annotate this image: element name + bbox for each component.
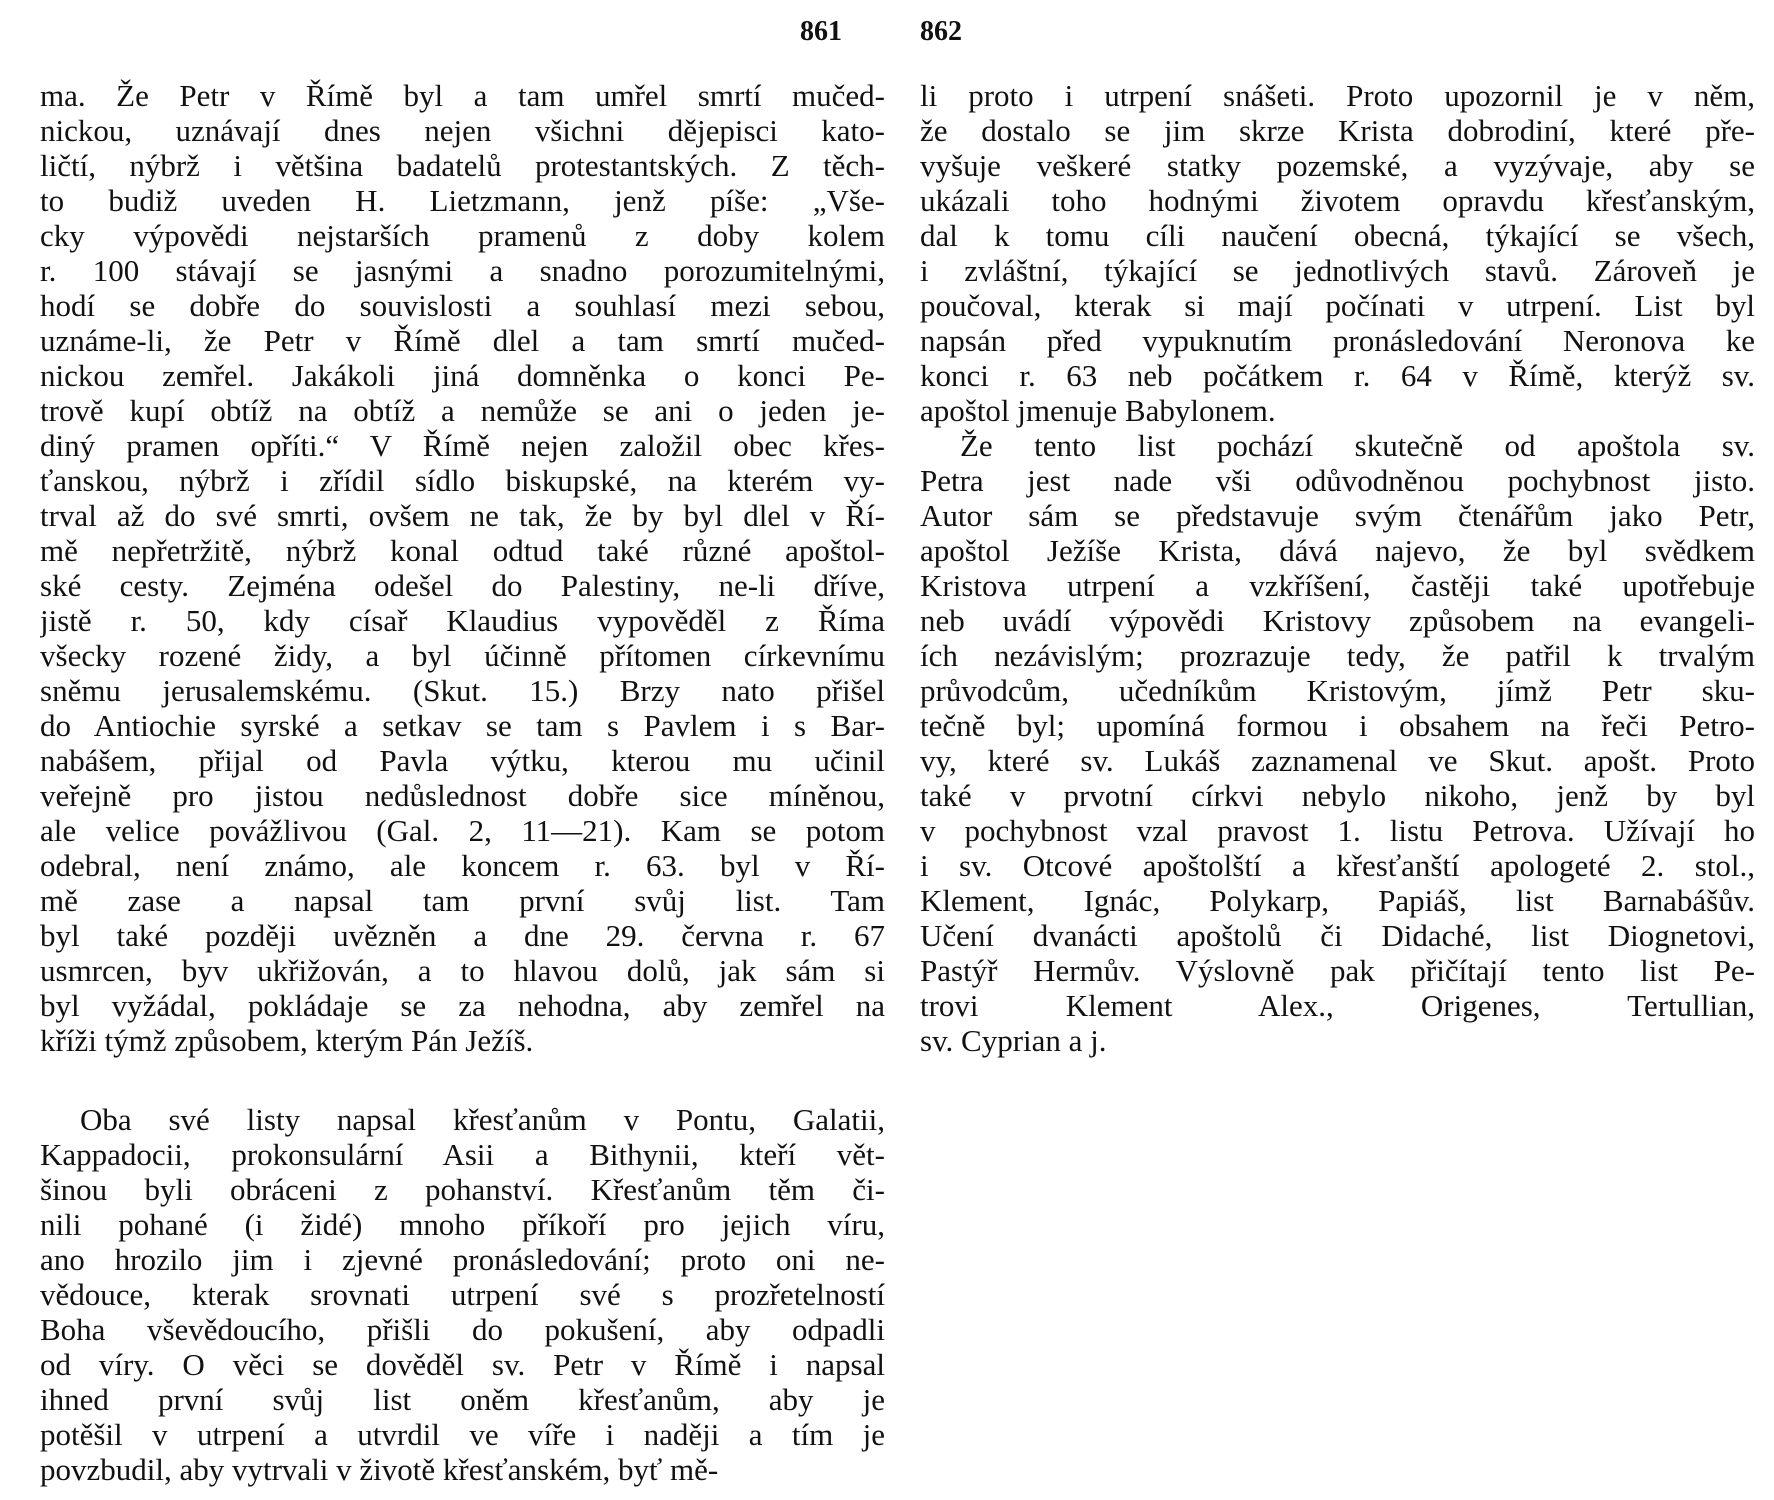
text-line: i zvláštní, týkající se jednotlivých stavů. Zároveň je <box>920 253 1755 288</box>
text-line: v pochybnost vzal pravost 1. listu Petrova. Užívají ho <box>920 813 1755 848</box>
text-line: cky výpovědi nejstarších pramenů z doby kolem <box>40 218 885 253</box>
text-line: všecky rozené židy, a byl účinně přítomen církevnímu <box>40 638 885 673</box>
text-line: usmrcen, byv ukřižován, a to hlavou dolů, jak sám si <box>40 953 885 988</box>
text-line: šinou byli obráceni z pohanství. Křesťanům těm či- <box>40 1172 885 1207</box>
text-line: ích nezávislým; prozrazuje tedy, že patřil k trvalým <box>920 638 1755 673</box>
text-line: Autor sám se představuje svým čtenářům jako Petr, <box>920 498 1755 533</box>
text-line: trval až do své smrti, ovšem ne tak, že by byl dlel v Ří- <box>40 498 885 533</box>
text-line: r. 100 stávají se jasnými a snadno porozumitelnými, <box>40 253 885 288</box>
text-line: apoštol jmenuje Babylonem. <box>920 393 1276 428</box>
paragraph-gap <box>40 1058 885 1102</box>
text-line: ihned první svůj list oněm křesťanům, aby je <box>40 1382 885 1417</box>
text-line: Učení dvanácti apoštolů či Didaché, list Diognetovi, <box>920 918 1755 953</box>
text-line: napsán před vypuknutím pronásledování Neronova ke <box>920 323 1755 358</box>
text-line: ličtí, nýbrž i většina badatelů protestantských. Z těch- <box>40 148 885 183</box>
text-line: průvodcům, učedníkům Kristovým, jímž Petr sku- <box>920 673 1755 708</box>
text-line: Že tento list pochází skutečně od apoštola sv. <box>960 428 1755 463</box>
text-line: Kappadocii, prokonsulární Asii a Bithynii, kteří vět- <box>40 1137 885 1172</box>
text-line: dal k tomu cíli naučení obecná, týkající se všech, <box>920 218 1755 253</box>
text-line: diný pramen opříti.“ V Římě nejen založil obec křes- <box>40 428 885 463</box>
text-line: ťanskou, nýbrž i zřídil sídlo biskupské, na kterém vy- <box>40 463 885 498</box>
text-line: konci r. 63 neb počátkem r. 64 v Římě, kterýž sv. <box>920 358 1755 393</box>
paragraph-right-2 <box>920 428 1755 1058</box>
text-line: Oba své listy napsal křesťanům v Pontu, Galatii, <box>80 1102 885 1137</box>
text-line: vědouce, kterak srovnati utrpení své s prozřetelností <box>40 1277 885 1312</box>
text-line: potěšil v utrpení a utvrdil ve víře i naději a tím je <box>40 1417 885 1452</box>
text-line: ano hrozilo jim i zjevné pronásledování; proto oni ne- <box>40 1242 885 1277</box>
left-text-column <box>40 78 885 1487</box>
text-line: byl také později uvězněn a dne 29. června r. 67 <box>40 918 885 953</box>
text-line: mě nepřetržitě, nýbrž konal odtud také různé apoštol- <box>40 533 885 568</box>
text-line: od víry. O věci se dověděl sv. Petr v Římě i napsal <box>40 1347 885 1382</box>
text-line: vyšuje veškeré statky pozemské, a vyzývaje, aby se <box>920 148 1755 183</box>
text-line: Pastýř Hermův. Výslovně pak přičítají tento list Pe- <box>920 953 1755 988</box>
right-text-column <box>920 78 1755 1058</box>
text-line: jistě r. 50, kdy císař Klaudius vypověděl z Říma <box>40 603 885 638</box>
text-line: tečně byl; upomíná formou i obsahem na řeči Petro- <box>920 708 1755 743</box>
text-line: li proto i utrpení snášeti. Proto upozornil je v něm, <box>920 78 1755 113</box>
text-line: ukázali toho hodnými životem opravdu křesťanským, <box>920 183 1755 218</box>
text-line: trově kupí obtíž na obtíž a nemůže se ani o jeden je- <box>40 393 885 428</box>
right-page-number: 862 <box>920 16 962 47</box>
text-line: že dostalo se jim skrze Krista dobrodiní, které pře- <box>920 113 1755 148</box>
text-line: Petra jest nade vši odůvodněnou pochybnost jisto. <box>920 463 1755 498</box>
left-page-number: 861 <box>800 16 842 47</box>
text-line: Klement, Ignác, Polykarp, Papiáš, list Barnabášův. <box>920 883 1755 918</box>
text-line: apoštol Ježíše Krista, dává najevo, že byl svědkem <box>920 533 1755 568</box>
text-line: neb uvádí výpovědi Kristovy způsobem na evangeli- <box>920 603 1755 638</box>
text-line: poučoval, kterak si mají počínati v utrpení. List byl <box>920 288 1755 323</box>
text-line: trovi Klement Alex., Origenes, Tertullian, <box>920 988 1755 1023</box>
text-line: ale velice povážlivou (Gal. 2, 11—21). Kam se potom <box>40 813 885 848</box>
text-line: do Antiochie syrské a setkav se tam s Pavlem i s Bar- <box>40 708 885 743</box>
paragraph-left-2 <box>40 1102 885 1487</box>
paragraph-left-1 <box>40 78 885 1058</box>
text-line: povzbudil, aby vytrvali v životě křesťanském, byť mě- <box>40 1452 719 1487</box>
text-line: to budiž uveden H. Lietzmann, jenž píše: „Vše- <box>40 183 885 218</box>
text-line: byl vyžádal, pokládaje se za nehodna, aby zemřel na <box>40 988 885 1023</box>
text-line: veřejně pro jistou nedůslednost dobře sice míněnou, <box>40 778 885 813</box>
text-line: ma. Že Petr v Římě byl a tam umřel smrtí mučed- <box>40 78 885 113</box>
text-line: uznáme-li, že Petr v Římě dlel a tam smrtí mučed- <box>40 323 885 358</box>
text-line: sv. Cyprian a j. <box>920 1023 1107 1058</box>
text-line: sněmu jerusalemskému. (Skut. 15.) Brzy nato přišel <box>40 673 885 708</box>
text-line: hodí se dobře do souvislosti a souhlasí mezi sebou, <box>40 288 885 323</box>
paragraph-right-1 <box>920 78 1755 428</box>
text-line: také v prvotní církvi nebylo nikoho, jenž by byl <box>920 778 1755 813</box>
text-line: mě zase a napsal tam první svůj list. Tam <box>40 883 885 918</box>
text-line: ské cesty. Zejména odešel do Palestiny, ne-li dříve, <box>40 568 885 603</box>
text-line: nickou zemřel. Jakákoli jiná domněnka o konci Pe- <box>40 358 885 393</box>
text-line: kříži týmž způsobem, kterým Pán Ježíš. <box>40 1023 534 1058</box>
text-line: nili pohané (i židé) mnoho příkoří pro jejich víru, <box>40 1207 885 1242</box>
text-line: Kristova utrpení a vzkříšení, častěji také upotřebuje <box>920 568 1755 603</box>
text-line: nabášem, přijal od Pavla výtku, kterou mu učinil <box>40 743 885 778</box>
text-line: Boha vševědoucího, přišli do pokušení, aby odpadli <box>40 1312 885 1347</box>
text-line: nickou, uznávají dnes nejen všichni dějepisci kato- <box>40 113 885 148</box>
text-line: odebral, není známo, ale koncem r. 63. byl v Ří- <box>40 848 885 883</box>
text-line: vy, které sv. Lukáš zaznamenal ve Skut. apošt. Proto <box>920 743 1755 778</box>
text-line: i sv. Otcové apoštolští a křesťanští apologeté 2. stol., <box>920 848 1755 883</box>
